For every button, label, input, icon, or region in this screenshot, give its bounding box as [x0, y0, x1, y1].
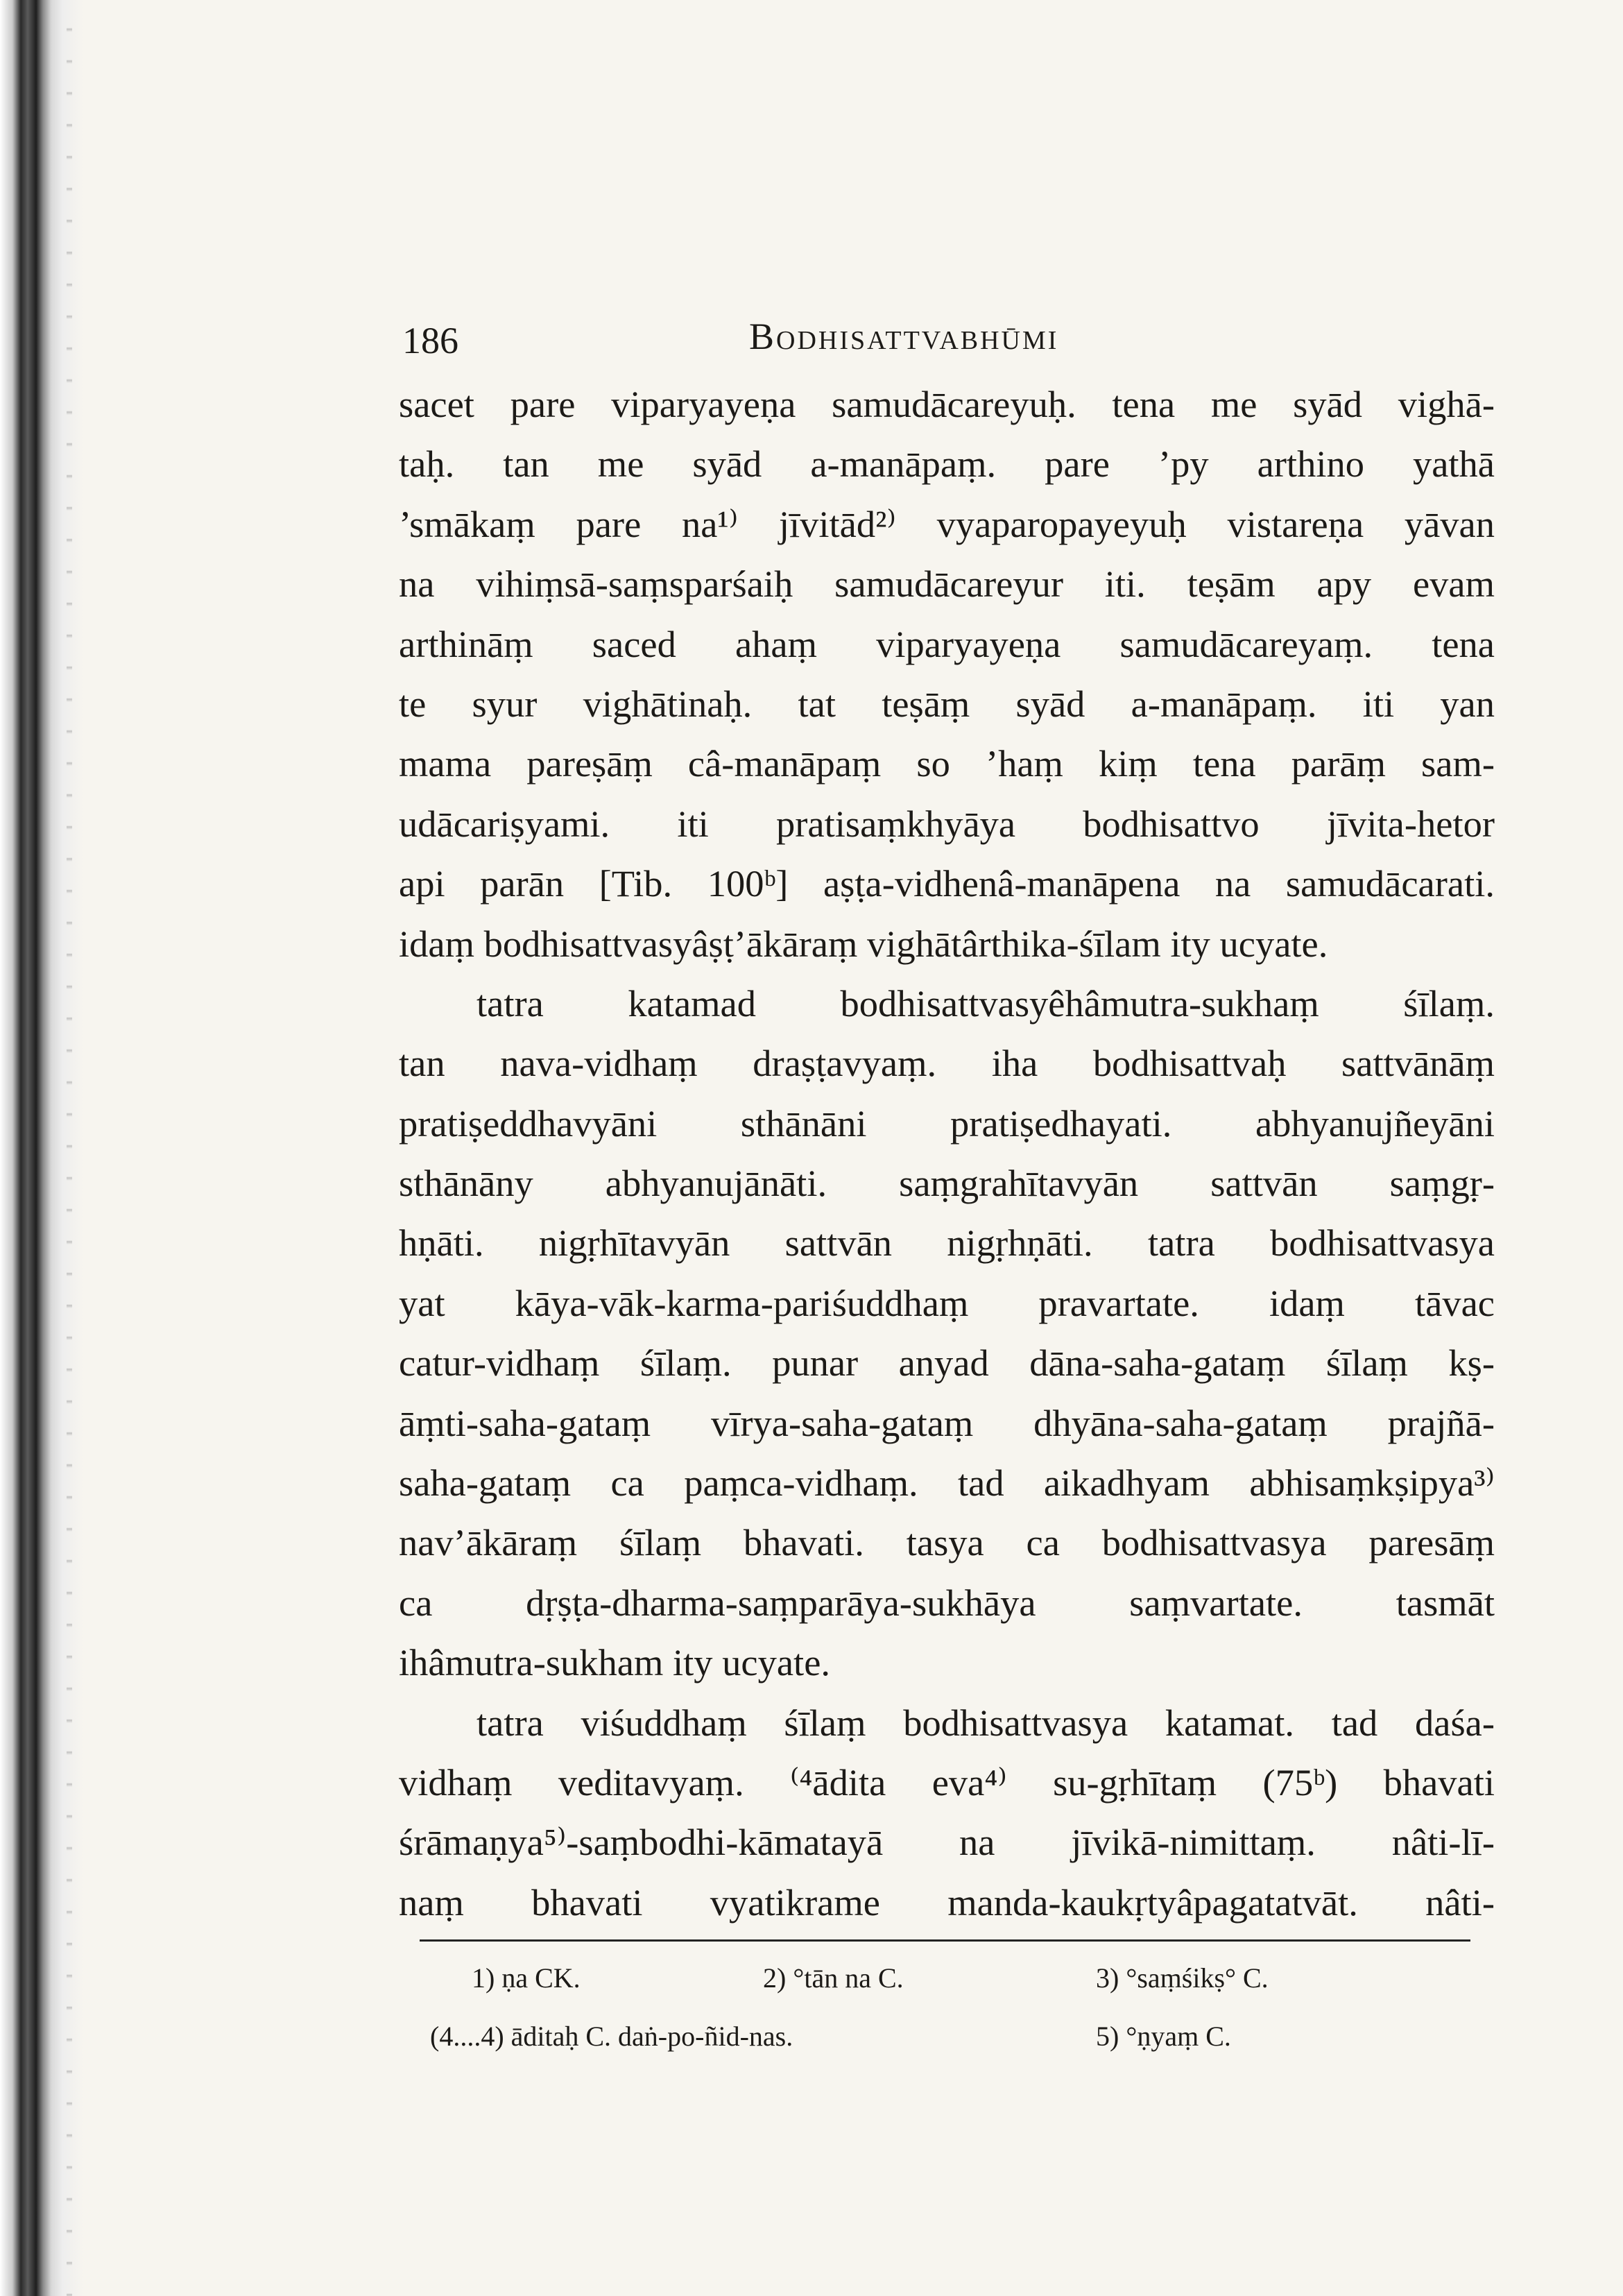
footnote-text: °ṇyaṃ C.: [1126, 2021, 1231, 2052]
text-line: ’smākaṃ pare na¹⁾ jīvitād²⁾ vyaparopayeyuḥ vistareṇa yāvan: [399, 502, 1495, 545]
footnote-mark: 2): [763, 1962, 787, 1994]
footnote-text: °tān na C.: [793, 1962, 904, 1994]
text-line: sacet pare viparyayeṇa samudācareyuḥ. tena me syād vighā-: [399, 383, 1495, 425]
text-line: vidhaṃ veditavyaṃ. ⁽⁴ādita eva⁴⁾ su-gṛhītaṃ (75ᵇ) bhavati: [399, 1760, 1495, 1804]
footnote-rule: [420, 1939, 1470, 1942]
footnote-mark: 5): [1096, 2021, 1119, 2052]
footnote-row: [472, 1949, 1470, 2007]
paragraph-start-line: tatra katamad bodhisattvasyêhâmutra-sukhaṃ śīlaṃ.: [476, 982, 1495, 1025]
body-text: [399, 375, 1495, 1933]
page-number: 186: [402, 320, 458, 361]
text-line: śrāmaṇya⁵⁾-saṃbodhi-kāmatayā na jīvikā-nimittaṃ. nâti-lī-: [399, 1821, 1495, 1864]
footnote-mark: (4....4): [430, 2021, 504, 2052]
text-line: te syur vighātinaḥ. tat teṣāṃ syād a-manāpaṃ. iti yan: [399, 682, 1495, 725]
footnotes: [430, 1949, 1470, 2066]
footnote-mark: 1): [472, 1962, 495, 1994]
text-line: catur-vidhaṃ śīlaṃ. punar anyad dāna-saha-gataṃ śīlaṃ kṣ-: [399, 1342, 1495, 1385]
footnote-1: [472, 1949, 581, 2007]
running-title: Bodhisattvabhūmi: [749, 316, 1059, 357]
text-line: naṃ bhavati vyatikrame manda-kaukṛtyâpagatatvāt. nâti-: [399, 1881, 1495, 1924]
text-line: taḥ. tan me syād a-manāpaṃ. pare ’py arthino yathā: [399, 443, 1495, 486]
footnote-mark: 3): [1096, 1962, 1119, 1994]
text-line: hṇāti. nigṛhītavyān sattvān nigṛhṇāti. tatra bodhisattvasya: [399, 1222, 1495, 1265]
text-line: na vihiṃsā-saṃsparśaiḥ samudācareyur iti. teṣām apy evam: [399, 563, 1495, 606]
footnote-4: [430, 2007, 793, 2066]
text-line: ca dṛṣṭa-dharma-saṃparāya-sukhāya saṃvartate. tasmāt: [399, 1581, 1495, 1624]
text-line: yat kāya-vāk-karma-pariśuddhaṃ pravartate. idaṃ tāvac: [399, 1281, 1495, 1324]
text-line: sthānāny abhyanujānāti. saṃgrahītavyān sattvān saṃgṛ-: [399, 1162, 1495, 1205]
footnote-3: [1096, 1949, 1269, 2007]
text-line: pratiṣeddhavyāni sthānāni pratiṣedhayati. abhyanujñeyāni: [399, 1102, 1495, 1145]
text-line: ihâmutra-sukham ity ucyate.: [399, 1641, 831, 1684]
text-line: mama pareṣāṃ câ-manāpaṃ so ’haṃ kiṃ tena parāṃ sam-: [399, 742, 1495, 785]
text-line: idaṃ bodhisattvasyâṣṭ’ākāraṃ vighātârthika-śīlam ity ucyate.: [399, 922, 1328, 965]
text-line: nav’ākāraṃ śīlaṃ bhavati. tasya ca bodhisattvasya paresāṃ: [399, 1521, 1495, 1564]
footnote-text: ṇa CK.: [501, 1962, 581, 1994]
footnote-row: [430, 2007, 1470, 2066]
footnote-text: āditaḥ C. daṅ-po-ñid-nas.: [510, 2021, 793, 2052]
footnote-5: [1096, 2007, 1231, 2066]
footnote-text: °saṃśikṣ° C.: [1126, 1962, 1269, 1994]
text-line: tan nava-vidhaṃ draṣṭavyaṃ. iha bodhisattvaḥ sattvānāṃ: [399, 1042, 1495, 1085]
text-line: arthināṃ saced ahaṃ viparyayeṇa samudācareyaṃ. tena: [399, 622, 1495, 665]
running-head: [402, 305, 1484, 361]
paragraph-start-line: tatra viśuddhaṃ śīlaṃ bodhisattvasya katamat. tad daśa-: [476, 1701, 1495, 1744]
text-line: api parān [Tib. 100ᵇ] aṣṭa-vidhenâ-manāpena na samudācarati.: [399, 862, 1495, 905]
text-line: udācariṣyami. iti pratisaṃkhyāya bodhisattvo jīvita-hetor: [399, 802, 1495, 845]
text-line: āṃti-saha-gataṃ vīrya-saha-gataṃ dhyāna-saha-gataṃ prajñā-: [399, 1401, 1495, 1444]
footnote-2: [763, 1949, 904, 2007]
text-line: saha-gataṃ ca paṃca-vidhaṃ. tad aikadhyam abhisaṃkṣipya³⁾: [399, 1462, 1495, 1505]
